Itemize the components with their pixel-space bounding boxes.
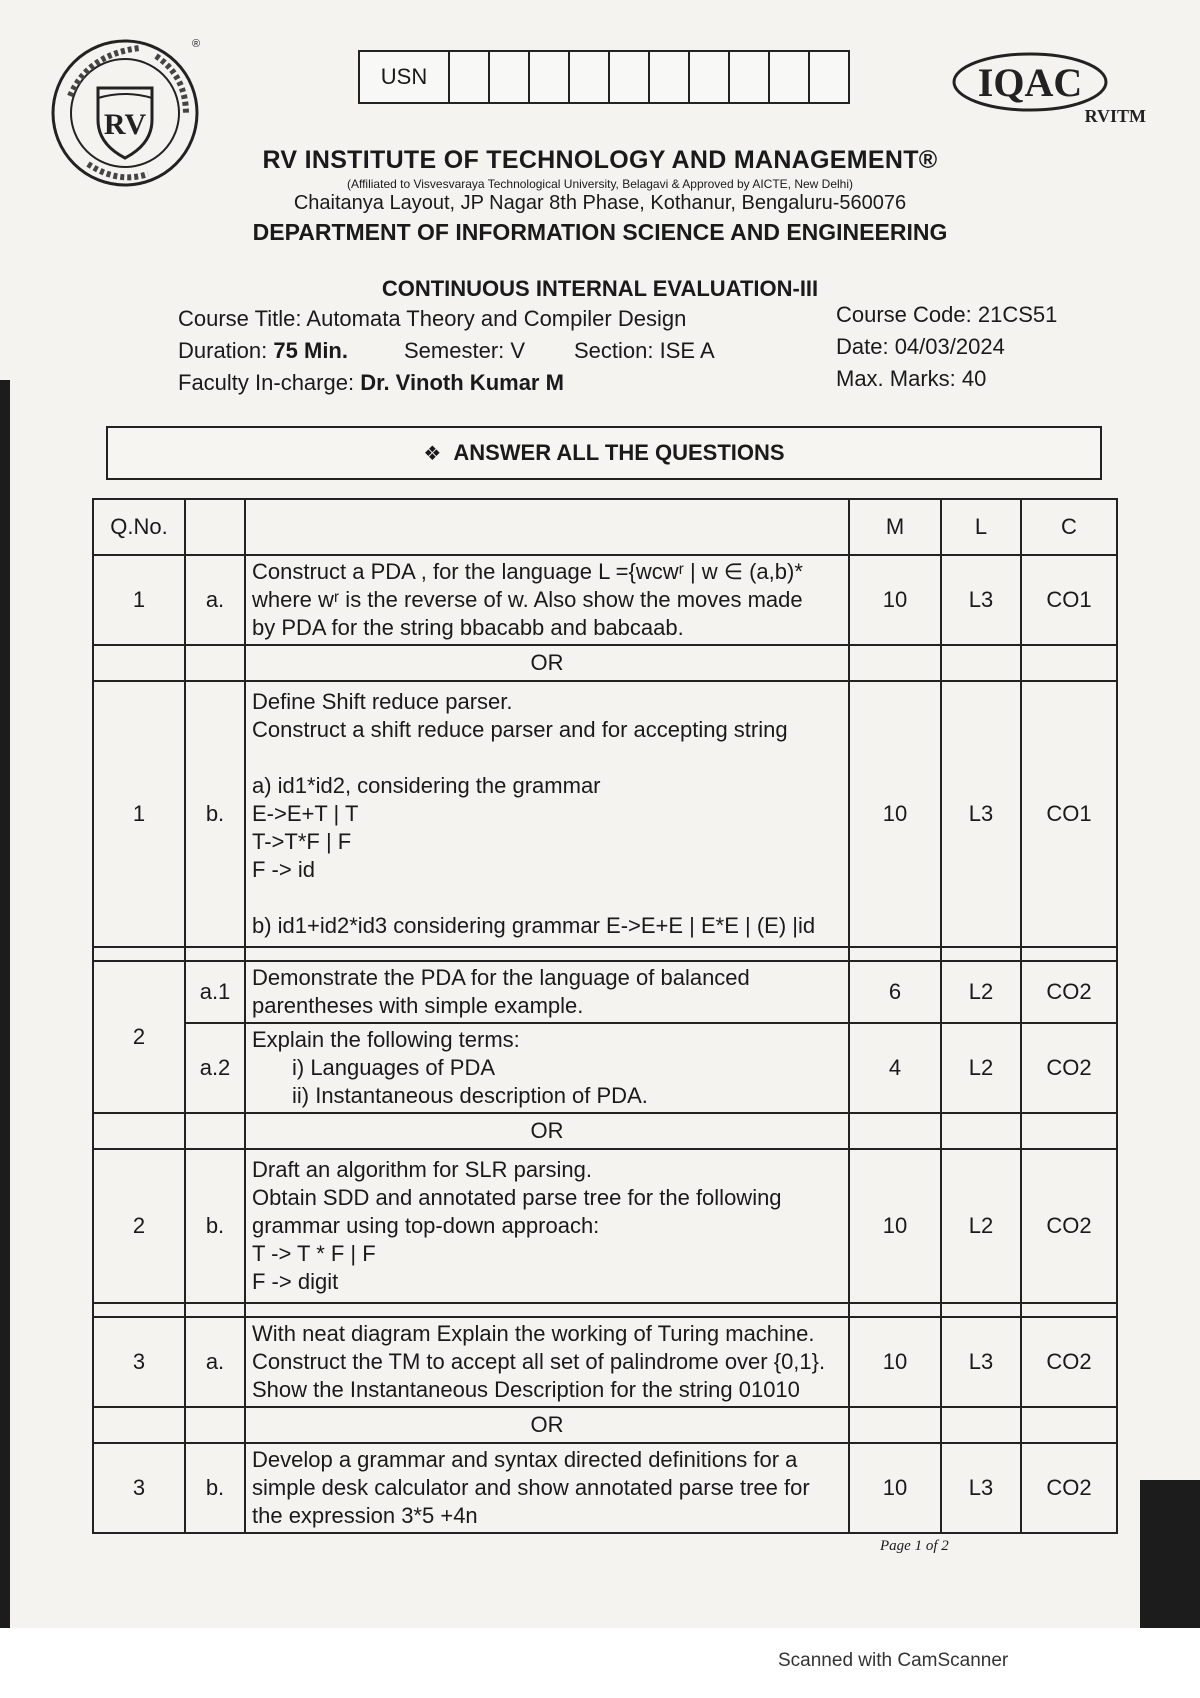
question-line xyxy=(252,744,842,772)
question-text xyxy=(245,1023,849,1113)
scan-edge-right xyxy=(1140,1480,1200,1628)
question-line: Construct a PDA , for the language L ={wcwʳ | w ∈ (a,b)* xyxy=(252,559,803,584)
course-outcome: CO2 xyxy=(1021,1443,1117,1533)
faculty-label: Faculty In-charge: xyxy=(178,370,355,395)
level: L3 xyxy=(941,555,1021,645)
or-label: OR xyxy=(245,1407,849,1443)
faculty-value: Dr. Vinoth Kumar M xyxy=(360,370,564,395)
question-line: the expression 3*5 +4n xyxy=(252,1503,478,1528)
question-part: b. xyxy=(185,1443,245,1533)
table-row xyxy=(93,555,1117,645)
question-line: a) id1*id2, considering the grammar xyxy=(252,773,601,798)
question-part: a. xyxy=(185,555,245,645)
address-line: Chaitanya Layout, JP Nagar 8th Phase, Kothanur, Bengaluru-560076 xyxy=(293,192,907,214)
course-outcome: CO1 xyxy=(1021,555,1117,645)
duration-value: 75 Min. xyxy=(273,338,348,363)
question-line: T -> T * F | F xyxy=(252,1241,376,1266)
question-number: 3 xyxy=(93,1317,185,1407)
question-line: Define Shift reduce parser. xyxy=(252,689,513,714)
course-title-label: Course Title: xyxy=(178,306,302,331)
marks: 10 xyxy=(849,1443,941,1533)
spacer-row xyxy=(93,947,1117,961)
course-outcome: CO2 xyxy=(1021,1023,1117,1113)
question-text xyxy=(245,681,849,947)
department-name: DEPARTMENT OF INFORMATION SCIENCE AND ENGINEERING xyxy=(252,219,948,245)
question-line: Develop a grammar and syntax directed definitions for a xyxy=(252,1447,798,1472)
instructions-banner xyxy=(106,426,1102,480)
marks: 10 xyxy=(849,681,941,947)
usn-cell xyxy=(690,52,730,102)
question-line: F -> digit xyxy=(252,1269,339,1294)
question-part: a.2 xyxy=(185,1023,245,1113)
question-part: b. xyxy=(185,681,245,947)
question-text xyxy=(245,1317,849,1407)
institute-name: RV INSTITUTE OF TECHNOLOGY AND MANAGEMENT® xyxy=(262,146,938,174)
question-line: Construct a shift reduce parser and for accepting string xyxy=(252,717,788,742)
usn-label: USN xyxy=(360,52,450,102)
exam-title: CONTINUOUS INTERNAL EVALUATION-III xyxy=(381,276,819,301)
marks: 10 xyxy=(849,1149,941,1303)
header-co: C xyxy=(1021,499,1117,555)
max-marks: Max. Marks: 40 xyxy=(836,366,987,391)
rv-logo-text: RV xyxy=(103,108,147,141)
table-row xyxy=(93,1443,1117,1533)
usn-cell xyxy=(650,52,690,102)
question-line: Show the Instantaneous Description for the string 01010 xyxy=(252,1377,800,1402)
iqac-logo-text: IQAC xyxy=(977,60,1083,105)
header-sub xyxy=(185,499,245,555)
usn-cell xyxy=(450,52,490,102)
course-code: Course Code: 21CS51 xyxy=(836,302,1058,327)
rvitm-logo-text: RVITM xyxy=(1084,106,1146,126)
diamond-bullet-icon: ❖ xyxy=(423,442,442,465)
question-line: F -> id xyxy=(252,857,315,882)
level: L2 xyxy=(941,1023,1021,1113)
table-row xyxy=(93,961,1117,1023)
question-item: ii) Instantaneous description of PDA. xyxy=(292,1083,648,1108)
course-outcome: CO2 xyxy=(1021,1149,1117,1303)
question-line: Obtain SDD and annotated parse tree for the following xyxy=(252,1185,782,1210)
spacer-row xyxy=(93,1303,1117,1317)
usn-box xyxy=(358,50,850,104)
iqac-logo-icon xyxy=(948,48,1148,128)
or-label: OR xyxy=(245,1113,849,1149)
course-title-value: Automata Theory and Compiler Design xyxy=(306,306,687,331)
question-line: T->T*F | F xyxy=(252,829,352,854)
level: L3 xyxy=(941,1317,1021,1407)
course-title xyxy=(178,306,686,332)
usn-cell xyxy=(570,52,610,102)
scanner-watermark: Scanned with CamScanner xyxy=(778,1650,1009,1671)
marks: 10 xyxy=(849,555,941,645)
question-line: simple desk calculator and show annotated parse tree for xyxy=(252,1475,810,1500)
course-outcome: CO2 xyxy=(1021,1317,1117,1407)
marks: 6 xyxy=(849,961,941,1023)
marks: 4 xyxy=(849,1023,941,1113)
affiliation-line: (Affiliated to Visvesvaraya Technological University, Belagavi & Approved by AICTE, New Delhi) xyxy=(346,177,854,191)
question-line: b) id1+id2*id3 considering grammar E->E+E | E*E | (E) |id xyxy=(252,913,816,938)
usn-cell xyxy=(610,52,650,102)
or-label: OR xyxy=(245,645,849,681)
question-line: With neat diagram Explain the working of Turing machine. xyxy=(252,1321,815,1346)
table-row xyxy=(93,1023,1117,1113)
question-line: Draft an algorithm for SLR parsing. xyxy=(252,1157,592,1182)
header-marks: M xyxy=(849,499,941,555)
question-number: 2 xyxy=(93,1149,185,1303)
usn-cell xyxy=(770,52,810,102)
question-line: where wʳ is the reverse of w. Also show the moves made xyxy=(252,587,803,612)
level: L3 xyxy=(941,1443,1021,1533)
usn-cell xyxy=(530,52,570,102)
question-line: E->E+T | T xyxy=(252,801,359,826)
level: L2 xyxy=(941,1149,1021,1303)
course-outcome: CO2 xyxy=(1021,961,1117,1023)
header-question xyxy=(245,499,849,555)
level: L2 xyxy=(941,961,1021,1023)
question-text xyxy=(245,1149,849,1303)
instructions-text: ANSWER ALL THE QUESTIONS xyxy=(453,440,785,465)
question-line: grammar using top-down approach: xyxy=(252,1213,600,1238)
duration-label: Duration: xyxy=(178,338,268,363)
question-text xyxy=(245,555,849,645)
question-item: i) Languages of PDA xyxy=(292,1055,496,1080)
question-table xyxy=(92,498,1118,1534)
question-text xyxy=(245,961,849,1023)
semester: Semester: V xyxy=(404,338,526,363)
usn-cell xyxy=(810,52,848,102)
or-row xyxy=(93,1407,1117,1443)
question-line: Demonstrate the PDA for the language of balanced xyxy=(252,965,750,990)
section: Section: ISE A xyxy=(574,338,715,363)
question-line: Construct the TM to accept all set of palindrome over {0,1}. xyxy=(252,1349,826,1374)
table-row xyxy=(93,1149,1117,1303)
registered-mark: ® xyxy=(192,38,201,50)
exam-date: Date: 04/03/2024 xyxy=(836,334,1005,359)
or-row xyxy=(93,645,1117,681)
usn-cell xyxy=(490,52,530,102)
header-qno: Q.No. xyxy=(93,499,185,555)
question-text xyxy=(245,1443,849,1533)
level: L3 xyxy=(941,681,1021,947)
marks: 10 xyxy=(849,1317,941,1407)
question-number: 3 xyxy=(93,1443,185,1533)
table-header-row xyxy=(93,499,1117,555)
or-row xyxy=(93,1113,1117,1149)
header-level: L xyxy=(941,499,1021,555)
question-part: b. xyxy=(185,1149,245,1303)
scan-edge-left xyxy=(0,380,10,1628)
duration xyxy=(178,338,348,364)
question-part: a.1 xyxy=(185,961,245,1023)
question-number: 1 xyxy=(93,555,185,645)
question-part: a. xyxy=(185,1317,245,1407)
course-outcome: CO1 xyxy=(1021,681,1117,947)
page-number: Page 1 of 2 xyxy=(880,1538,949,1554)
question-line: parentheses with simple example. xyxy=(252,993,584,1018)
question-line: Explain the following terms: xyxy=(252,1027,520,1052)
table-row xyxy=(93,1317,1117,1407)
question-line: by PDA for the string bbacabb and babcaab. xyxy=(252,615,684,640)
question-line xyxy=(252,884,842,912)
question-number: 2 xyxy=(93,961,185,1113)
usn-cell xyxy=(730,52,770,102)
question-number: 1 xyxy=(93,681,185,947)
table-row xyxy=(93,681,1117,947)
faculty xyxy=(178,370,564,396)
